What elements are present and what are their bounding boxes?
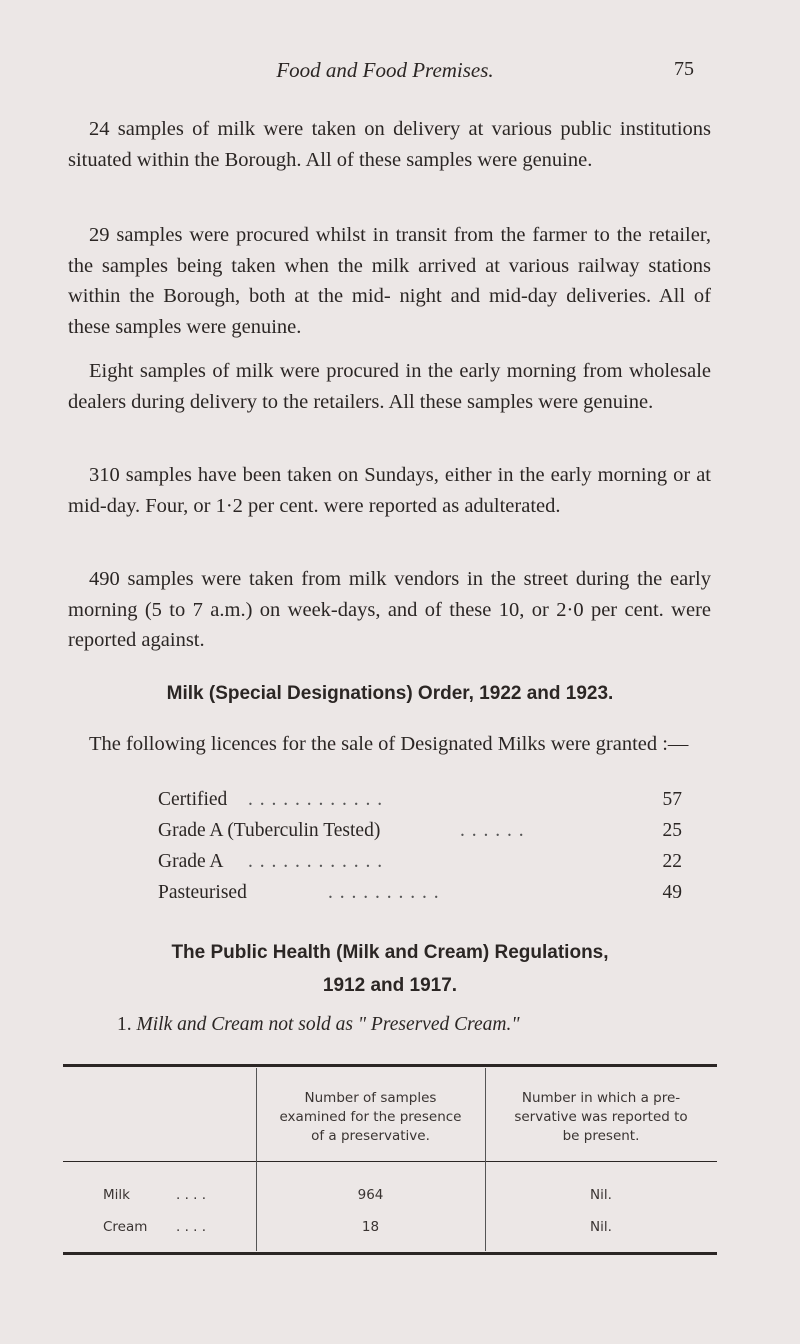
licence-count: 22	[662, 851, 682, 872]
row-label: Cream	[103, 1219, 148, 1235]
table-bottom-rule	[63, 1252, 717, 1255]
col-header-examined	[256, 1089, 485, 1146]
paragraph-5: 490 samples were taken from milk vendors in the street during the early morning (5 to 7 a.m.) on week-days, and of these 10, or 2·0 per cent. were reported against.	[68, 568, 711, 651]
header-line: be present.	[562, 1128, 640, 1144]
examined-count: 18	[361, 1219, 380, 1235]
licence-row-grade-a	[158, 851, 682, 881]
licences-intro: The following licences for the sale of Designated Milks were granted :—	[89, 733, 689, 755]
licence-label: Grade A (Tuberculin Tested)	[158, 820, 381, 841]
header-line: Number in which a pre-	[521, 1090, 681, 1106]
paragraph-4: 310 samples have been taken on Sundays, either in the early morning or at mid-day. Four, or 1·2 per cent. were reported as adulterated.	[68, 464, 711, 517]
leader-dots: . . . . . . . . . . . .	[248, 851, 384, 872]
licence-row-pasteurised	[158, 882, 682, 912]
leader-dots: . . . . . . . . . .	[328, 882, 440, 903]
subsection-title	[117, 1014, 520, 1036]
section-heading-special-designations: Milk (Special Designations) Order, 1922 and 1923.	[166, 683, 614, 704]
licence-label: Grade A	[158, 851, 224, 872]
licence-count: 49	[662, 882, 682, 903]
header-line: Number of samples	[304, 1090, 437, 1106]
subsection-number: 1.	[117, 1014, 132, 1035]
header-line: servative was reported to	[514, 1109, 688, 1125]
licence-count: 25	[662, 820, 682, 841]
licence-row-certified	[158, 789, 682, 819]
running-title: Food and Food Premises.	[276, 58, 494, 82]
row-label: Milk	[103, 1187, 130, 1203]
paragraph-1: 24 samples of milk were taken on delivery at various public institutions situated within the Borough. All of these samples were genuine.	[68, 118, 711, 171]
licence-count: 57	[662, 789, 682, 810]
paragraph-2: 29 samples were procured whilst in transit from the farmer to the retailer, the samples being taken when the milk arrived at various railway stations within the Borough, both at the mid- night and mid-day deliveries. All of these samples were genuine.	[68, 224, 711, 338]
present-count: Nil.	[590, 1219, 612, 1235]
header-line: of a preservative.	[311, 1128, 430, 1144]
page-header	[0, 58, 800, 88]
col-header-present	[485, 1089, 717, 1146]
licence-label: Pasteurised	[158, 882, 247, 903]
subsection-text: Milk and Cream not sold as " Preserved Cream."	[136, 1014, 520, 1035]
page-number: 75	[674, 58, 694, 80]
leader-dots: . . . .	[176, 1187, 207, 1203]
present-count: Nil.	[590, 1187, 612, 1203]
leader-dots: . . . . . . . . . . . .	[248, 789, 384, 810]
leader-dots: . . . . . .	[460, 820, 525, 841]
table-header-rule	[63, 1161, 717, 1162]
licence-label: Certified	[158, 789, 228, 810]
section-heading-years: 1912 and 1917.	[322, 975, 458, 996]
header-line: examined for the presence	[279, 1109, 462, 1125]
paragraph-3: Eight samples of milk were procured in the early morning from wholesale dealers during delivery to the retailers. All these samples were genuine.	[68, 360, 711, 413]
examined-count: 964	[357, 1187, 384, 1203]
section-heading-public-health: The Public Health (Milk and Cream) Regulations,	[171, 942, 609, 963]
leader-dots: . . . .	[176, 1219, 207, 1235]
table-top-rule	[63, 1064, 717, 1067]
licence-row-grade-a-tt	[158, 820, 682, 850]
